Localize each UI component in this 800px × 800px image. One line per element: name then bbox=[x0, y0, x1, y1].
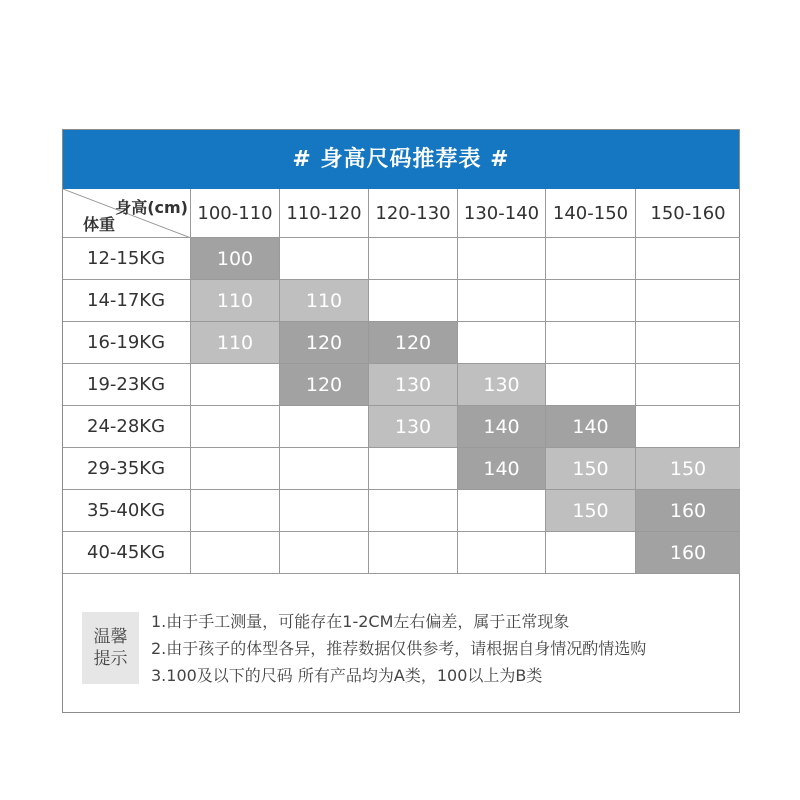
tips-badge bbox=[82, 612, 139, 684]
notes-list bbox=[151, 608, 646, 689]
note-line: 1.由于手工测量，可能存在1-2CM左右偏差，属于正常现象 bbox=[151, 612, 570, 631]
empty-cell bbox=[546, 280, 636, 322]
size-recommendation-cell: 100 bbox=[191, 238, 280, 280]
height-column-header: 130-140 bbox=[458, 189, 546, 238]
size-recommendation-cell: 140 bbox=[458, 406, 546, 448]
height-column-header: 150-160 bbox=[636, 189, 740, 238]
note-line: 3.100及以下的尺码 所有产品均为A类，100以上为B类 bbox=[151, 666, 543, 685]
empty-cell bbox=[280, 448, 369, 490]
size-recommendation-cell: 150 bbox=[636, 448, 740, 490]
weight-axis-label: 体重 bbox=[83, 215, 116, 234]
chart-title: # 身高尺码推荐表 # bbox=[63, 130, 739, 189]
empty-cell bbox=[458, 322, 546, 364]
empty-cell bbox=[636, 280, 740, 322]
empty-cell bbox=[458, 280, 546, 322]
weight-row-label: 19-23KG bbox=[63, 364, 191, 406]
size-recommendation-cell: 160 bbox=[636, 490, 740, 532]
note-line: 2.由于孩子的体型各异，推荐数据仅供参考，请根据自身情况酌情选购 bbox=[151, 639, 647, 658]
empty-cell bbox=[546, 238, 636, 280]
empty-cell bbox=[191, 448, 280, 490]
empty-cell bbox=[280, 238, 369, 280]
size-recommendation-cell: 130 bbox=[369, 406, 458, 448]
weight-row-label: 40-45KG bbox=[63, 532, 191, 574]
size-recommendation-cell: 110 bbox=[280, 280, 369, 322]
empty-cell bbox=[280, 406, 369, 448]
empty-cell bbox=[636, 322, 740, 364]
empty-cell bbox=[636, 364, 740, 406]
tips-badge-line-2: 提示 bbox=[93, 649, 128, 669]
empty-cell bbox=[369, 280, 458, 322]
empty-cell bbox=[369, 490, 458, 532]
empty-cell bbox=[636, 406, 740, 448]
height-column-header: 120-130 bbox=[369, 189, 458, 238]
height-column-header: 110-120 bbox=[280, 189, 369, 238]
empty-cell bbox=[458, 532, 546, 574]
weight-row-label: 24-28KG bbox=[63, 406, 191, 448]
size-recommendation-cell: 130 bbox=[458, 364, 546, 406]
size-chart-card bbox=[62, 129, 740, 713]
size-recommendation-cell: 150 bbox=[546, 448, 636, 490]
height-column-header: 100-110 bbox=[191, 189, 280, 238]
weight-row-label: 16-19KG bbox=[63, 322, 191, 364]
empty-cell bbox=[546, 322, 636, 364]
empty-cell bbox=[191, 490, 280, 532]
weight-row-label: 12-15KG bbox=[63, 238, 191, 280]
weight-row-label: 29-35KG bbox=[63, 448, 191, 490]
empty-cell bbox=[636, 238, 740, 280]
empty-cell bbox=[280, 490, 369, 532]
empty-cell bbox=[369, 238, 458, 280]
size-recommendation-cell: 110 bbox=[191, 322, 280, 364]
empty-cell bbox=[191, 406, 280, 448]
size-recommendation-cell: 120 bbox=[369, 322, 458, 364]
notes-section bbox=[63, 580, 739, 712]
size-recommendation-cell: 110 bbox=[191, 280, 280, 322]
height-column-header: 140-150 bbox=[546, 189, 636, 238]
empty-cell bbox=[546, 364, 636, 406]
empty-cell bbox=[191, 532, 280, 574]
empty-cell bbox=[369, 532, 458, 574]
size-recommendation-cell: 130 bbox=[369, 364, 458, 406]
height-axis-label: 身高(cm) bbox=[115, 198, 188, 217]
empty-cell bbox=[458, 238, 546, 280]
table-corner-header bbox=[63, 189, 191, 238]
size-recommendation-cell: 140 bbox=[546, 406, 636, 448]
empty-cell bbox=[458, 490, 546, 532]
size-recommendation-cell: 150 bbox=[546, 490, 636, 532]
empty-cell bbox=[280, 532, 369, 574]
empty-cell bbox=[191, 364, 280, 406]
size-recommendation-cell: 120 bbox=[280, 322, 369, 364]
empty-cell bbox=[546, 532, 636, 574]
size-recommendation-cell: 160 bbox=[636, 532, 740, 574]
weight-row-label: 14-17KG bbox=[63, 280, 191, 322]
size-recommendation-cell: 140 bbox=[458, 448, 546, 490]
tips-badge-line-1: 温馨 bbox=[93, 627, 128, 647]
weight-row-label: 35-40KG bbox=[63, 490, 191, 532]
empty-cell bbox=[369, 448, 458, 490]
size-recommendation-cell: 120 bbox=[280, 364, 369, 406]
